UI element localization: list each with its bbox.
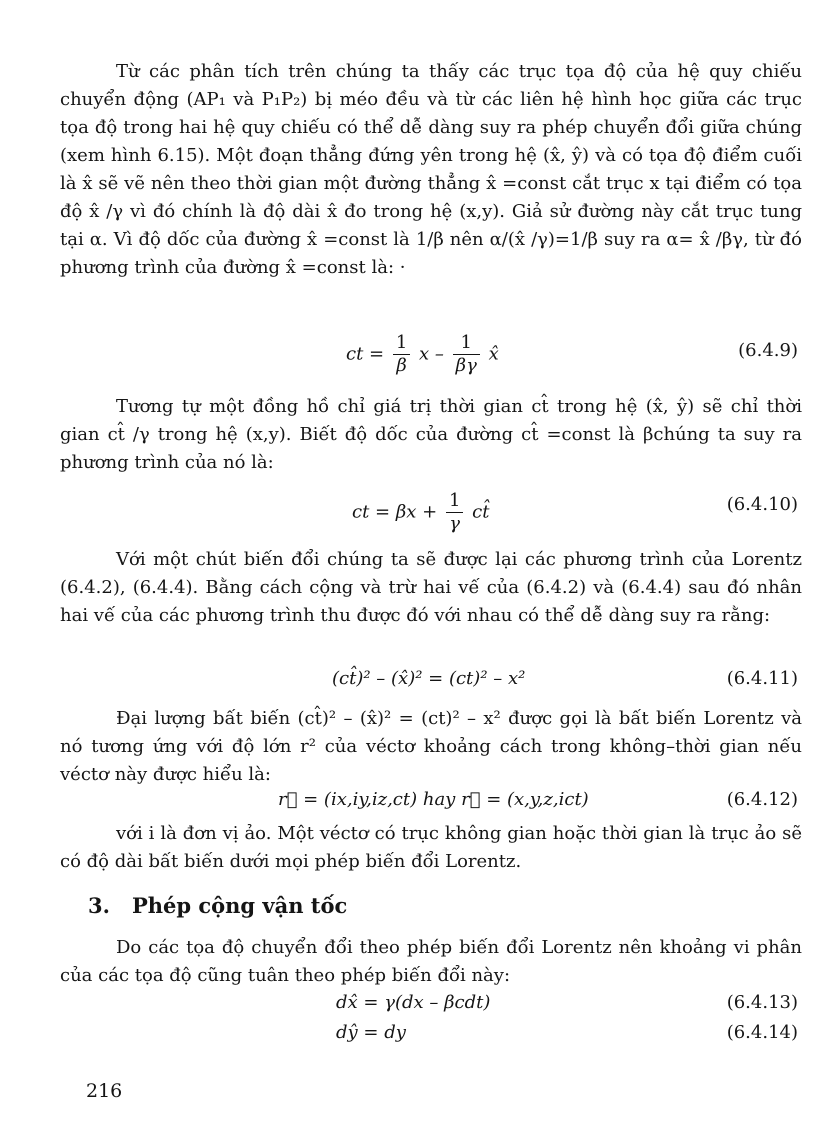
equation-6-4-10 bbox=[0, 486, 816, 542]
equation-6-4-9-body: ct = $\frac{1}{\beta}$ x – $\frac{1}{\beta\gamma}$ x̂ bbox=[346, 332, 499, 376]
fraction-1-over-beta-gamma: $\frac{1}{\beta\gamma}$ bbox=[453, 332, 480, 377]
equation-6-4-13: dx̂ = γ(dx – βcdt) (6.4.13) bbox=[336, 992, 798, 1013]
fraction-1-over-beta: $\frac{1}{\beta}$ bbox=[393, 332, 410, 377]
equation-number: (6.4.10) bbox=[726, 494, 798, 515]
paragraph-clock-time: Tương tự một đồng hồ chỉ giá trị thời gian ct̂ trong hệ (x̂, ŷ) sẽ chỉ thời gian ct̂ /γ trong hệ (x,y). Biết độ dốc của đường ct̂ =const là βchúng ta suy ra phương trình của nó là: bbox=[60, 396, 802, 473]
paragraph-lorentz-invariant: Đại lượng bất biến (ct̂)² – (x̂)² = (ct)² – x² được gọi là bất biến Lorentz và nó tương ứng với độ lớn r² của véctơ khoảng cách trong không–thời gian nếu véctơ này được hiểu là: bbox=[60, 708, 802, 785]
equation-6-4-10-body: ct = βx + $\frac{1}{\gamma}$ ct̂ bbox=[352, 490, 490, 534]
equation-number: (6.4.12) bbox=[726, 789, 798, 810]
page-number: 216 bbox=[86, 1080, 123, 1102]
equation-number: (6.4.11) bbox=[726, 668, 798, 689]
equation-number: (6.4.13) bbox=[726, 992, 798, 1013]
paragraph-reference-frames: Từ các phân tích trên chúng ta thấy các trục tọa độ của hệ quy chiếu chuyển động (AP₁ và P₁P₂) bị méo đều và từ các liên hệ hình học giữa các trục tọa độ trong hai hệ quy chiếu có thể dễ dàng suy ra phép chuyển đổi giữa chúng (xem hình 6.15). Một đoạn thẳng đứng yên trong hệ (x̂, ŷ) và có tọa độ điểm cuối là x̂ sẽ vẽ nên theo thời gian một đường thẳng x̂ =const cắt trục x tại điểm có tọa độ x̂ /γ vì đó chính là độ dài x̂ đo trong hệ (x,y). Giả sử đường này cắt trục tung tại α. Vì độ dốc của đường x̂ =const là 1/β nên α/(x̂ /γ)=1/β suy ra α= x̂ /βγ, từ đó phương trình của đường x̂ =const là: · bbox=[60, 61, 802, 278]
section-heading: 3. Phép cộng vận tốc bbox=[88, 893, 348, 918]
equation-6-4-14: dŷ = dy (6.4.14) bbox=[336, 1022, 798, 1043]
equation-6-4-12: r⃗ = (ix,iy,iz,ct) hay r⃗ = (x,y,z,ict) (6.4.12) bbox=[278, 789, 798, 810]
equation-6-4-9 bbox=[0, 328, 816, 384]
fraction-1-over-gamma: $\frac{1}{\gamma}$ bbox=[446, 490, 463, 535]
equation-number: (6.4.9) bbox=[738, 340, 798, 361]
equation-number: (6.4.14) bbox=[726, 1022, 798, 1043]
paragraph-velocity-addition: Do các tọa độ chuyển đổi theo phép biến đổi Lorentz nên khoảng vi phân của các tọa độ cũng tuân theo phép biến đổi này: bbox=[60, 937, 802, 986]
paragraph-lorentz-derivation: Với một chút biến đổi chúng ta sẽ được lại các phương trình của Lorentz (6.4.2), (6.4.4). Bằng cách cộng và trừ hai vế của (6.4.2) và (6.4.4) sau đó nhân hai vế của các phương trình thu được đó với nhau có thể dễ dàng suy ra rằng: bbox=[60, 549, 802, 626]
equation-6-4-11: (ct̂)² – (x̂)² = (ct)² – x² (6.4.11) bbox=[332, 668, 798, 689]
paragraph-imaginary-unit: với i là đơn vị ảo. Một véctơ có trục không gian hoặc thời gian là trục ảo sẽ có độ dài bất biến dưới mọi phép biến đổi Lorentz. bbox=[60, 823, 802, 872]
